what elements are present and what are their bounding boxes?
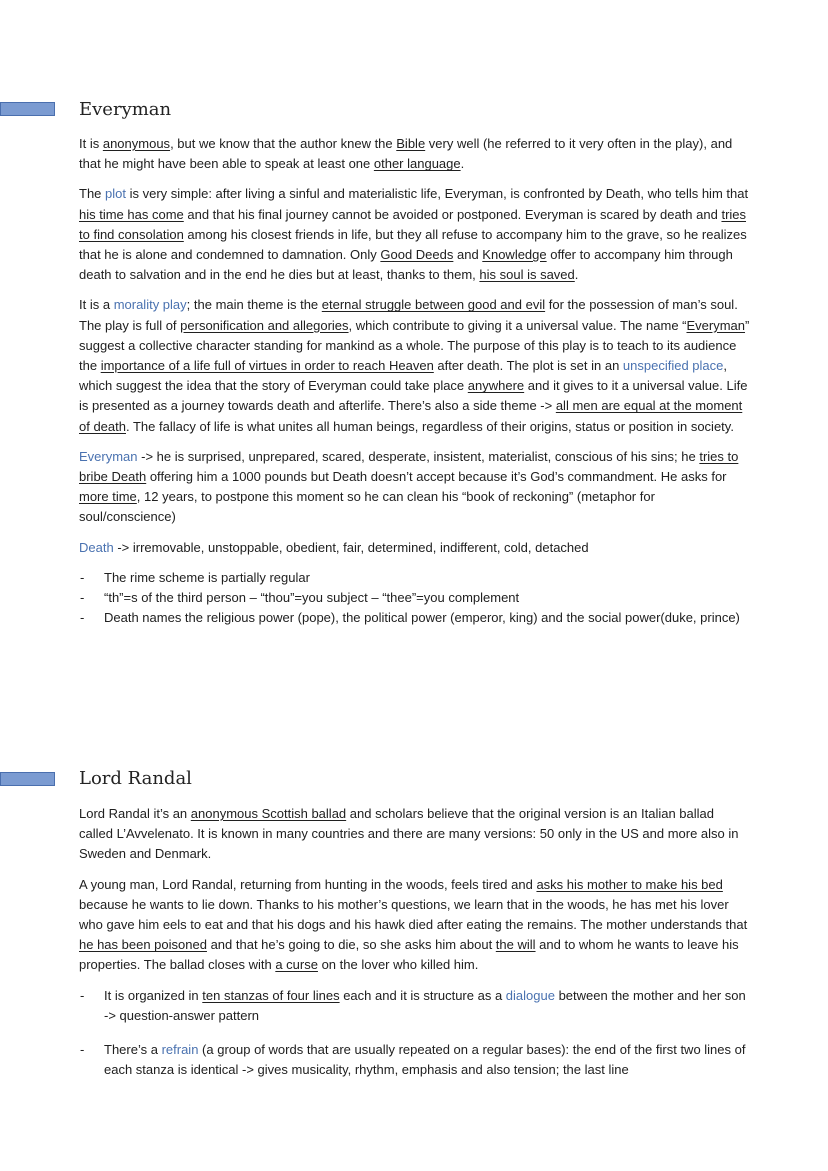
lord-randal-paragraph-1: Lord Randal it’s an anonymous Scottish ballad and scholars believe that the original version is an Italian ballad called L’Avvelenato. It is known in many countries and there are many versions: 50 only in the US and more also in Sweden and Denmark.: [79, 806, 739, 862]
section-marker: [0, 772, 55, 786]
everyman-paragraph-character: Everyman -> he is surprised, unprepared, scared, desperate, insistent, materialist, conscious of his sins; he tries to bribe Death offering him a 1000 pounds but Death doesn’t accept because it’s God’s commandment. He asks for more time, 12 years, to postpone this moment so he can clean his “book of reckoning” (metaphor for soul/conscience): [79, 448, 739, 525]
list-item: - The rime scheme is partially regular: [79, 568, 751, 588]
everyman-section: [79, 134, 751, 628]
list-item: - It is organized in ten stanzas of four lines each and it is structure as a dialogue between the mother and her son -> question-answer pattern: [79, 986, 751, 1026]
everyman-paragraph-1: It is anonymous, but we know that the author knew the Bible very well (he referred to it very often in the play), and that he might have been able to speak at least one other language.: [79, 136, 733, 172]
section-marker: [0, 102, 55, 116]
list-item: - “th”=s of the third person – “thou”=you subject – “thee”=you complement: [79, 588, 751, 608]
everyman-bullet-list: [79, 568, 751, 629]
lord-randal-section: [79, 804, 751, 1094]
heading-everyman: Everyman: [79, 99, 172, 120]
everyman-paragraph-plot: The plot is very simple: after living a sinful and materialistic life, Everyman, is confronted by Death, who tells him that his time has come and that his final journey cannot be avoided or postponed. Everyman is scared by death and tries to find consolation among his closest friends in life, but they all refuse to accompany him to the grave, so he realizes that he is alone and condemned to damnation. Only Good Deeds and Knowledge offer to accompany him through death to salvation and in the end he dies but at least, thanks to them, his soul is saved.: [79, 186, 749, 283]
list-item: - Death names the religious power (pope), the political power (emperor, king) and the social power(duke, prince): [79, 608, 751, 628]
everyman-paragraph-death: Death -> irremovable, unstoppable, obedient, fair, determined, indifferent, cold, detached: [79, 539, 589, 555]
everyman-paragraph-morality: It is a morality play; the main theme is the eternal struggle between good and evil for the possession of man’s soul. The play is full of personification and allegories, which contribute to giving it a universal value. The name “Everyman” suggest a collective character standing for mankind as a whole. The purpose of this play is to teach to its audience the importance of a life full of virtues in order to reach Heaven after death. The plot is set in an unspecified place, which suggest the idea that the story of Everyman could take place anywhere and it gives to it a universal value. Life is presented as a journey towards death and afterlife. There’s also a side theme -> all men are equal at the moment of death. The fallacy of life is what unites all human beings, regardless of their origins, status or position in society.: [79, 297, 750, 434]
lord-randal-paragraph-2: A young man, Lord Randal, returning from hunting in the woods, feels tired and asks his mother to make his bed because he wants to lie down. Thanks to his mother’s questions, we learn that in the woods, he has met his lover who gave him eels to eat and that his dogs and his hawk died after eating the remains. The mother understands that he has been poisoned and that he’s going to die, so she asks him about the will and to whom he wants to leave his properties. The ballad closes with a curse on the lover who killed him.: [79, 876, 748, 973]
lord-randal-bullet-list: [79, 986, 751, 1081]
heading-lord-randal: Lord Randal: [79, 768, 192, 789]
list-item: - There’s a refrain (a group of words that are usually repeated on a regular bases): the end of the first two lines of each stanza is identical -> gives musicality, rhythm, emphasis and also tension; the last line: [79, 1040, 751, 1080]
